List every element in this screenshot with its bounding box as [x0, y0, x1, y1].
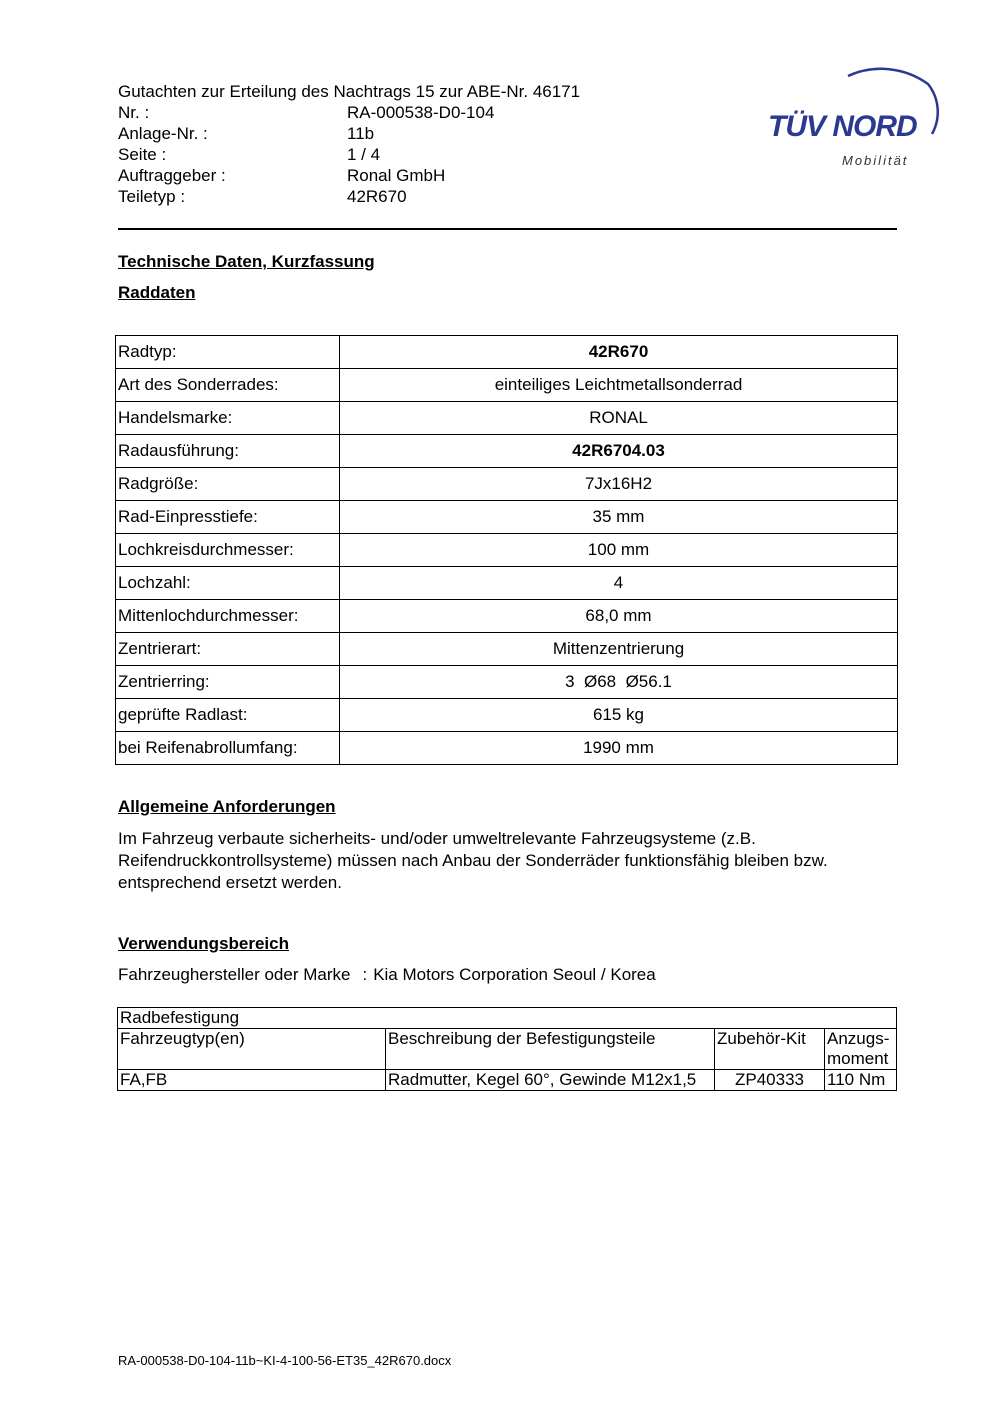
- maker-label: Fahrzeughersteller oder Marke: [118, 965, 351, 984]
- wheel-mounting-table: [117, 1007, 897, 1091]
- row-value: 42R670: [340, 336, 898, 369]
- field-value: 42R670: [347, 187, 407, 206]
- header-divider: [118, 228, 897, 230]
- table-header-row: [118, 1029, 897, 1070]
- wheel-data-table: [115, 335, 898, 765]
- table-row: [116, 336, 898, 369]
- field-anlage: [118, 123, 580, 144]
- row-value: 100 mm: [340, 534, 898, 567]
- table-row: [116, 666, 898, 699]
- table-cell: 110 Nm: [825, 1070, 897, 1091]
- field-value: 11b: [347, 124, 375, 143]
- table-cell: FA,FB: [118, 1070, 386, 1091]
- row-value: Mittenzentrierung: [340, 633, 898, 666]
- row-value: einteiliges Leichtmetallsonderrad: [340, 369, 898, 402]
- table-row: [116, 402, 898, 435]
- logo-brand: TÜV NORD: [768, 110, 917, 143]
- maker-separator: :: [362, 965, 368, 984]
- field-label: Nr. :: [118, 103, 150, 122]
- row-value: 1990 mm: [340, 732, 898, 765]
- table-row: [116, 468, 898, 501]
- field-value: 1 / 4: [347, 145, 381, 164]
- table-cell: Radmutter, Kegel 60°, Gewinde M12x1,5: [386, 1070, 715, 1091]
- row-label: Mittenlochdurchmesser:: [116, 600, 340, 633]
- table-title-row: [118, 1008, 897, 1029]
- field-value: RA-000538-D0-104: [347, 103, 495, 122]
- table-row: [116, 369, 898, 402]
- table-row: [116, 600, 898, 633]
- header-meta: [118, 81, 580, 207]
- maker-value: Kia Motors Corporation Seoul / Korea: [373, 965, 656, 984]
- row-label: Radgröße:: [116, 468, 340, 501]
- table-row: [118, 1070, 897, 1091]
- row-value: 7Jx16H2: [340, 468, 898, 501]
- field-label: Anlage-Nr. :: [118, 124, 208, 143]
- table-row: [116, 435, 898, 468]
- field-nr: [118, 102, 580, 123]
- column-header: Anzugs- moment: [825, 1029, 897, 1070]
- general-requirements-text: Im Fahrzeug verbaute sicherheits- und/oder umweltrelevante Fahrzeugsysteme (z.B. Reifendruckkontrollsysteme) müssen nach Anbau der Sonderräder funktionsfähig bleiben bzw. entsprechend ersetzt werden.: [118, 829, 828, 892]
- table-row: [116, 534, 898, 567]
- row-label: Radtyp:: [116, 336, 340, 369]
- row-label: Lochkreisdurchmesser:: [116, 534, 340, 567]
- field-auftraggeber: [118, 165, 580, 186]
- row-value: RONAL: [340, 402, 898, 435]
- column-header: Zubehör-Kit: [715, 1029, 825, 1070]
- vehicle-maker-line: [118, 965, 656, 985]
- section-heading-wheel-data: Raddaten: [118, 283, 196, 302]
- footer-filename: RA-000538-D0-104-11b~KI-4-100-56-ET35_42R670.docx: [118, 1353, 452, 1368]
- field-value: Ronal GmbH: [347, 166, 446, 185]
- field-seite: [118, 144, 580, 165]
- row-label: Radausführung:: [116, 435, 340, 468]
- field-label: Teiletyp :: [118, 187, 186, 206]
- row-value: 615 kg: [340, 699, 898, 732]
- column-header: Fahrzeugtyp(en): [118, 1029, 386, 1070]
- tuv-nord-logo: [760, 56, 940, 171]
- table-row: [116, 567, 898, 600]
- table-cell: ZP40333: [715, 1070, 825, 1091]
- row-value: 42R6704.03: [340, 435, 898, 468]
- row-value: 68,0 mm: [340, 600, 898, 633]
- row-label: bei Reifenabrollumfang:: [116, 732, 340, 765]
- field-label: Seite :: [118, 145, 167, 164]
- section-heading-technical-data: Technische Daten, Kurzfassung: [118, 252, 375, 271]
- logo-subtitle: Mobilität: [842, 153, 909, 168]
- column-header: Beschreibung der Befestigungsteile: [386, 1029, 715, 1070]
- table-row: [116, 699, 898, 732]
- table-row: [116, 501, 898, 534]
- row-label: Art des Sonderrades:: [116, 369, 340, 402]
- row-value: 4: [340, 567, 898, 600]
- row-value: 35 mm: [340, 501, 898, 534]
- row-label: Zentrierart:: [116, 633, 340, 666]
- row-value: 3 Ø68 Ø56.1: [340, 666, 898, 699]
- table-row: [116, 732, 898, 765]
- row-label: Handelsmarke:: [116, 402, 340, 435]
- field-teiletyp: [118, 186, 580, 207]
- row-label: geprüfte Radlast:: [116, 699, 340, 732]
- table-row: [116, 633, 898, 666]
- section-heading-general-requirements: Allgemeine Anforderungen: [118, 797, 336, 816]
- row-label: Lochzahl:: [116, 567, 340, 600]
- row-label: Zentrierring:: [116, 666, 340, 699]
- table-title: Radbefestigung: [118, 1008, 897, 1029]
- section-heading-scope: Verwendungsbereich: [118, 934, 289, 953]
- row-label: Rad-Einpresstiefe:: [116, 501, 340, 534]
- field-label: Auftraggeber :: [118, 166, 226, 185]
- document-title: Gutachten zur Erteilung des Nachtrags 15 zur ABE-Nr. 46171: [118, 82, 581, 101]
